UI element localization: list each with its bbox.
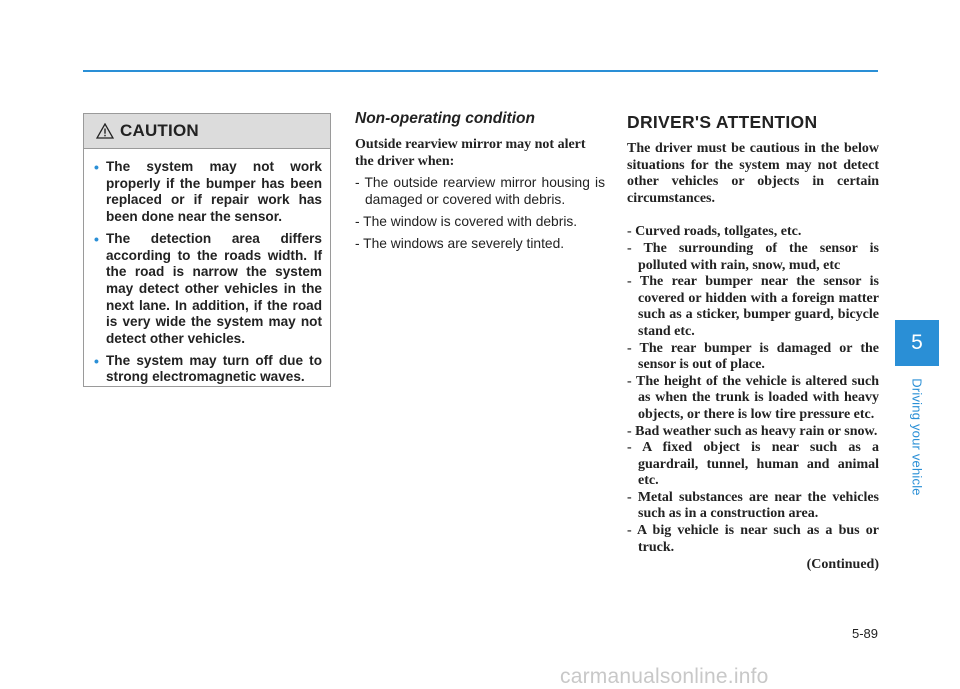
chapter-number: 5: [911, 331, 923, 354]
warning-triangle-icon: [96, 123, 114, 139]
top-divider: [83, 70, 878, 72]
list-item: - The windows are severely tinted.: [355, 236, 565, 251]
non-operating-list: [355, 174, 605, 252]
list-item: - The outside rearview mirror housing is damaged or covered with debris.: [355, 175, 605, 207]
list-item: - A fixed object is near such as a guardrail, tunnel, human and animal etc.: [627, 440, 879, 489]
drivers-attention-section: [627, 110, 879, 573]
caution-item: • The detection area differs according to the roads width. If the road is narrow the system may detect other vehicles in the next lane. In addition, if the road is very wide the system may not detect other vehicles.: [94, 230, 322, 347]
list-item: - The height of the vehicle is altered such as when the trunk is loaded with heavy objects, or there is low tire pressure etc.: [627, 373, 879, 422]
drivers-attention-list: [627, 224, 879, 556]
bullet-icon: •: [94, 352, 99, 369]
list-item: - The window is covered with debris.: [355, 214, 578, 229]
continued-label: (Continued): [806, 557, 879, 573]
list-item: - Metal substances are near the vehicles such as in a construction area.: [627, 489, 879, 522]
watermark: carmanualsonline.info: [560, 665, 769, 688]
list-item: - The rear bumper is damaged or the sensor is out of place.: [627, 340, 879, 373]
caution-box: [83, 113, 331, 387]
bullet-icon: •: [94, 159, 99, 175]
chapter-tab: [895, 320, 939, 366]
caution-title: CAUTION: [120, 121, 199, 140]
non-operating-intro: Outside rearview mirror may not alert the driver when:: [355, 137, 586, 169]
list-item: - The surrounding of the sensor is polluted with rain, snow, mud, etc: [627, 240, 879, 273]
chapter-title: Driving your vehicle: [909, 378, 925, 496]
caution-item: • The system may turn off due to strong electromagnetic waves.: [94, 352, 322, 385]
list-item: - The rear bumper near the sensor is covered or hidden with a foreign matter such as a sticker, bumper guard, bicycle stand etc.: [627, 274, 879, 339]
drivers-attention-intro: The driver must be cautious in the below situations for the system may not detect other vehicles or objects in certain circumstances.: [627, 141, 879, 206]
non-operating-section: [355, 110, 605, 257]
list-item: - A big vehicle is near such as a bus or truck.: [627, 523, 879, 555]
caution-item: • The system may not work properly if the bumper has been replaced or if repair work has been done near the sensor.: [94, 159, 322, 225]
caution-list: [84, 149, 330, 386]
caution-header: [84, 114, 330, 149]
bullet-icon: •: [94, 230, 99, 247]
list-item: - Curved roads, tollgates, etc.: [627, 224, 802, 240]
non-operating-heading: Non-operating condition: [355, 110, 535, 127]
drivers-attention-heading: DRIVER'S ATTENTION: [627, 112, 818, 132]
list-item: - Bad weather such as heavy rain or snow.: [627, 423, 878, 439]
page-number: 5-89: [851, 626, 878, 641]
